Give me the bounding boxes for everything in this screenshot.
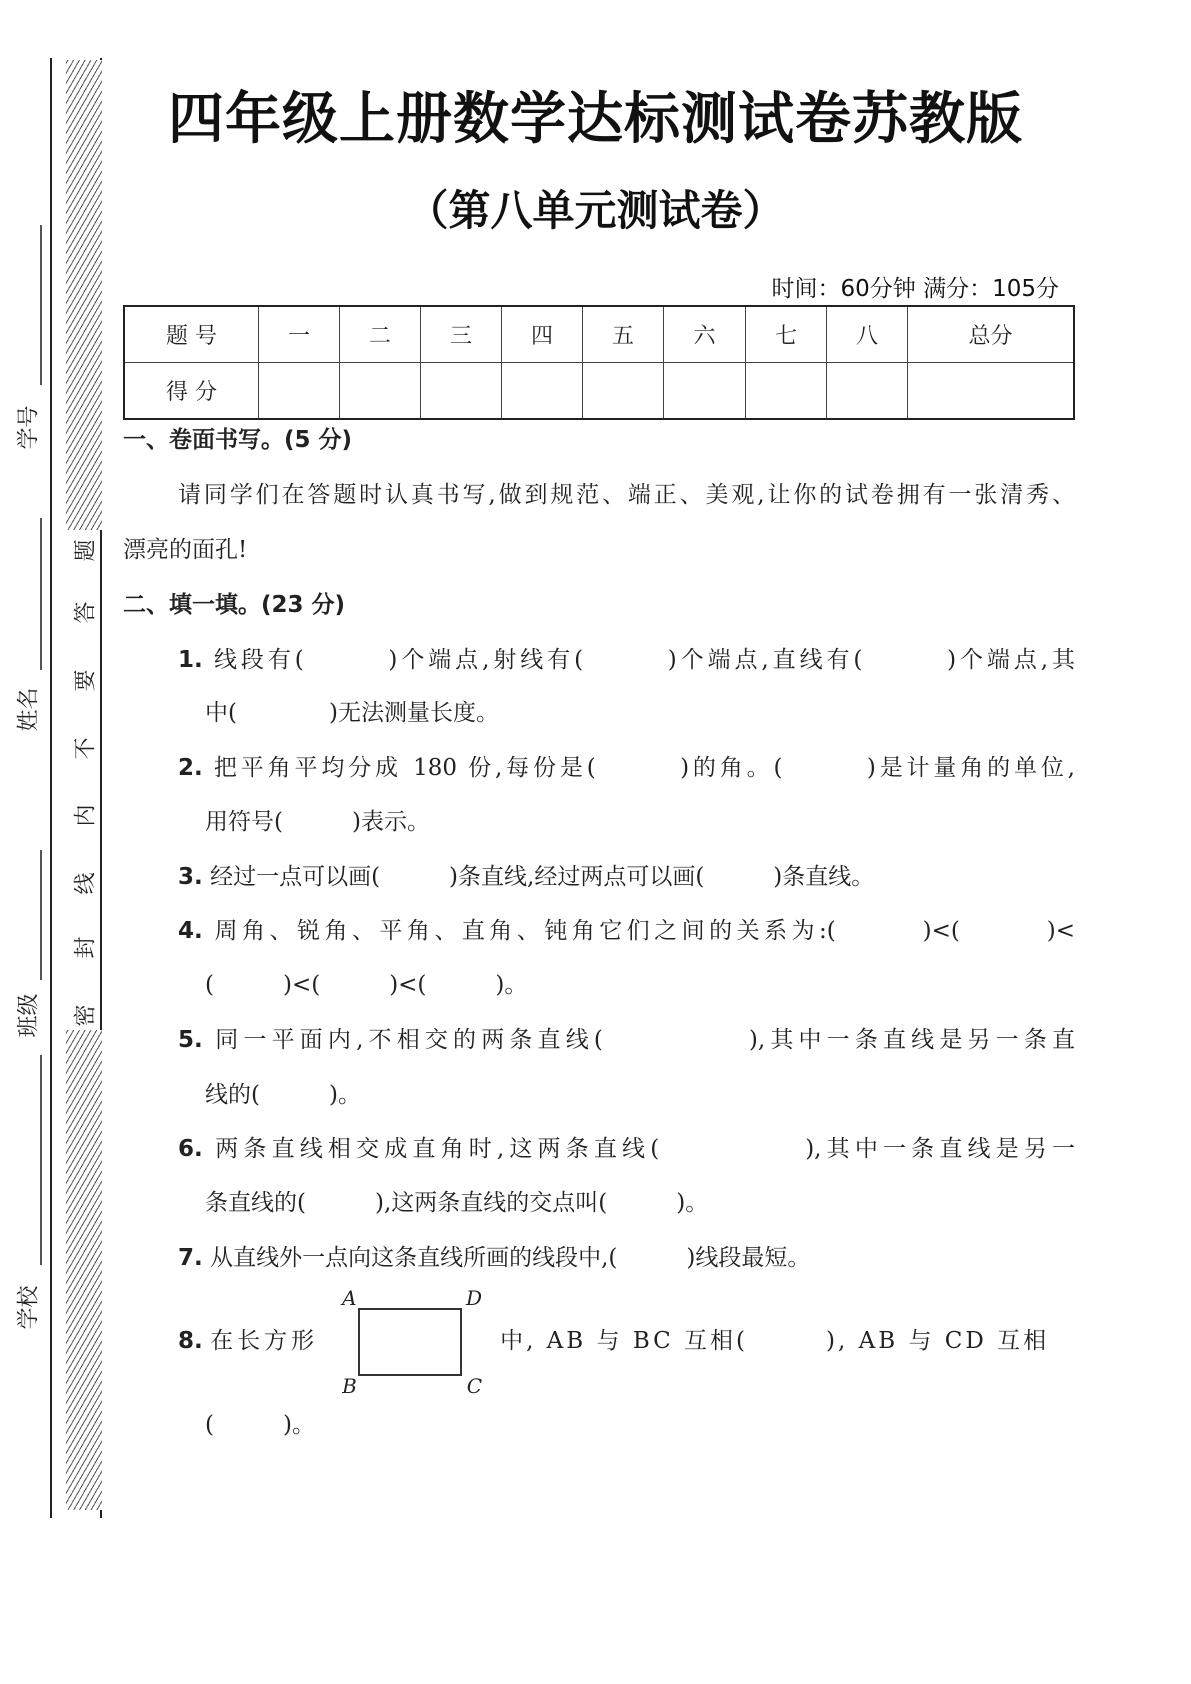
vertex-label: C: [466, 1374, 483, 1398]
question-1: [178, 645, 1075, 675]
seal-char: 线: [73, 872, 99, 895]
score-row-label: 得 分: [124, 363, 259, 420]
question-number: 4.: [178, 918, 203, 944]
paragraph-line: 漂亮的面孔!: [123, 537, 248, 563]
question-text: 经过一点可以画( )条直线,经过两点可以画( )条直线。: [210, 864, 875, 890]
name-label: 姓名: [16, 687, 42, 732]
question-7: [178, 1243, 810, 1273]
table-header-cell: 总分: [908, 306, 1075, 363]
table-header-cell: 四: [502, 306, 583, 363]
question-number: 6.: [178, 1136, 203, 1162]
table-header-cell: 八: [827, 306, 908, 363]
question-4: [178, 916, 1075, 946]
question-3: [178, 862, 874, 892]
question-number: 5.: [178, 1027, 203, 1053]
table-header-cell: 六: [664, 306, 746, 363]
question-number: 7.: [178, 1245, 203, 1271]
table-header-cell: 七: [746, 306, 827, 363]
question-text: 线段有( )个端点,射线有( )个端点,直线有( )个端点,其: [213, 647, 1075, 673]
vertex-label: D: [466, 1286, 483, 1310]
score-cell[interactable]: [583, 363, 664, 420]
score-cell[interactable]: [908, 363, 1075, 420]
question-number: 8.: [178, 1328, 203, 1354]
table-row: [124, 363, 1074, 420]
binding-line-outer: [50, 58, 52, 1518]
section-heading: 一、卷面书写。(5 分): [123, 427, 353, 453]
question-text: 从直线外一点向这条直线所画的线段中,( )线段最短。: [210, 1245, 811, 1271]
question-text: 周角、锐角、平角、直角、钝角它们之间的关系为:( )<( )<: [214, 918, 1076, 944]
student-id-field[interactable]: [40, 225, 42, 385]
name-field[interactable]: [40, 518, 42, 670]
score-table: [123, 305, 1075, 420]
rectangle-figure: [342, 1286, 483, 1398]
table-header-cell: 二: [340, 306, 421, 363]
page-title: 四年级上册数学达标测试卷苏教版: [168, 87, 1023, 152]
table-header-cell: 五: [583, 306, 664, 363]
student-id-label: 学号: [16, 405, 42, 450]
question-text: 中, AB 与 BC 互相( ), AB 与 CD 互相: [500, 1328, 1050, 1354]
question-number: 1.: [178, 647, 203, 673]
question-text: 同一平面内,不相交的两条直线( ),其中一条直线是另一条直: [215, 1027, 1075, 1053]
question-number: 3.: [178, 864, 203, 890]
question-number: 2.: [178, 755, 203, 781]
seal-char: 要: [73, 669, 99, 692]
question-text: 中( )无法测量长度。: [205, 700, 499, 726]
question-text: ( )。: [205, 1412, 315, 1438]
seal-char: 密: [73, 1004, 99, 1027]
question-text: ( )<( )<( )。: [205, 972, 528, 998]
table-row: [124, 306, 1074, 363]
page-subtitle: （第八单元测试卷）: [406, 186, 785, 235]
score-cell[interactable]: [746, 363, 827, 420]
question-text: 线的( )。: [205, 1082, 361, 1108]
paragraph-line: 请同学们在答题时认真书写,做到规范、端正、美观,让你的试卷拥有一张清秀、: [178, 482, 1075, 508]
score-cell[interactable]: [664, 363, 746, 420]
score-cell[interactable]: [259, 363, 340, 420]
question-text: 用符号( )表示。: [205, 809, 430, 835]
question-text: 两条直线相交成直角时,这两条直线( ),其中一条直线是另一: [215, 1136, 1075, 1162]
seal-char: 不: [73, 737, 99, 760]
seal-char: 答: [73, 601, 99, 624]
table-header-cell: 三: [421, 306, 502, 363]
table-header-cell: 一: [259, 306, 340, 363]
score-cell[interactable]: [340, 363, 421, 420]
question-5: [178, 1025, 1075, 1055]
table-header-cell: 题 号: [124, 306, 259, 363]
class-label: 班级: [16, 993, 42, 1038]
vertex-label: B: [342, 1374, 357, 1398]
question-text: 把平角平均分成 180 份,每份是( )的角。( )是计量角的单位,: [213, 755, 1075, 781]
score-cell[interactable]: [827, 363, 908, 420]
question-text: 条直线的( ),这两条直线的交点叫( )。: [205, 1190, 709, 1216]
score-cell[interactable]: [421, 363, 502, 420]
seal-char: 题: [73, 539, 99, 562]
section-heading: 二、填一填。(23 分): [123, 592, 346, 618]
seal-char: 内: [73, 804, 99, 827]
hatch-pattern: [66, 1030, 102, 1510]
question-8: [178, 1286, 1050, 1398]
time-score-info: 时间：60分钟 满分：105分: [771, 276, 1059, 302]
score-cell[interactable]: [502, 363, 583, 420]
seal-char: 封: [73, 936, 99, 959]
school-field[interactable]: [40, 1055, 42, 1265]
vertex-label: A: [342, 1286, 357, 1310]
question-text: 在长方形: [210, 1328, 319, 1354]
question-2: [178, 753, 1075, 783]
school-label: 学校: [16, 1285, 42, 1330]
question-6: [178, 1134, 1075, 1164]
class-field[interactable]: [40, 850, 42, 980]
